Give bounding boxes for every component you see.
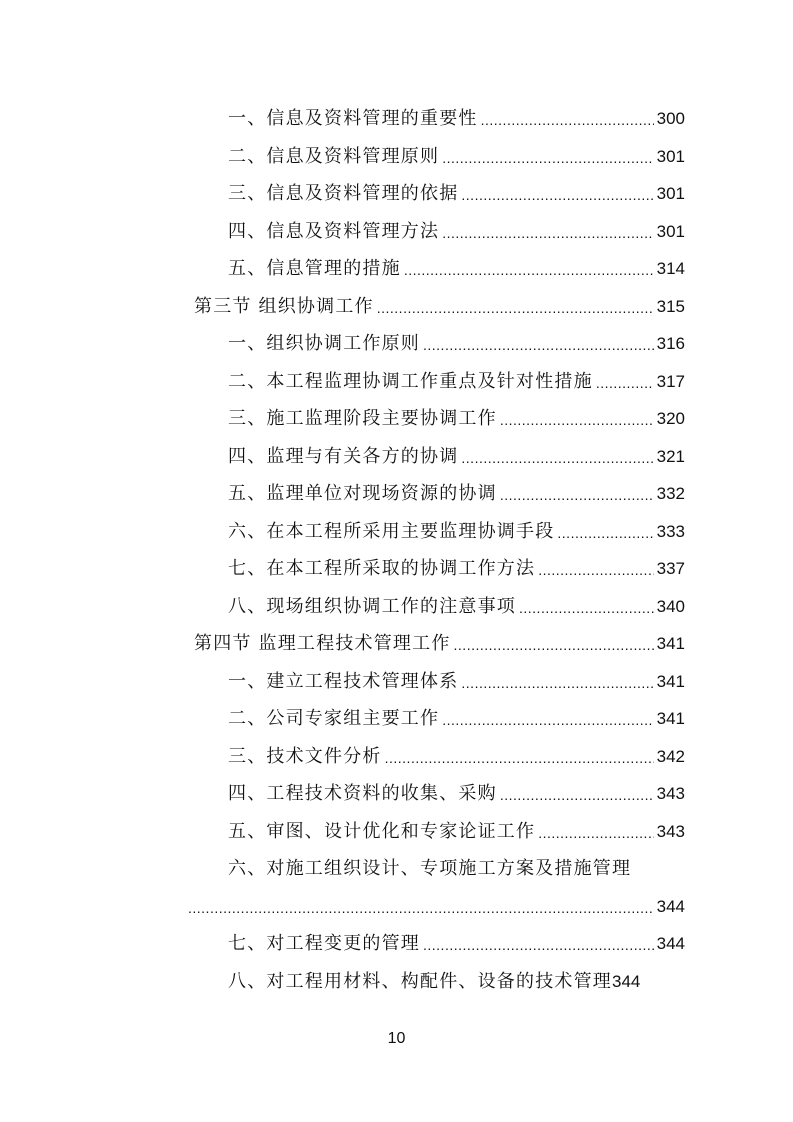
toc-entry-page: 341 (656, 709, 685, 728)
toc-entry-title: 一、建立工程技术管理体系 (228, 670, 459, 692)
toc-entry-title: 七、对工程变更的管理 (228, 933, 420, 954)
toc-entry-page: 301 (656, 221, 685, 241)
toc-leader-dots (519, 590, 654, 628)
toc-leader-dots (557, 515, 653, 553)
toc-entry-title: 二、信息及资料管理原则 (228, 145, 440, 167)
toc-entry-page: 333 (656, 521, 685, 541)
table-of-contents (0, 100, 793, 1000)
toc-entry-page: 315 (656, 296, 685, 316)
toc-entry-title: 二、本工程监理协调工作重点及针对性措施 (228, 370, 593, 392)
toc-entry-page: 343 (656, 821, 685, 841)
toc-entry-title: 三、技术文件分析 (228, 745, 382, 767)
toc-entry-title: 六、对施工组织设计、专项施工方案及措施管理 (228, 858, 632, 879)
toc-entry-page: 337 (656, 559, 685, 578)
toc-entry-title: 三、信息及资料管理的依据 (228, 183, 459, 204)
toc-entry[interactable] (0, 663, 685, 701)
toc-entry-wrapped[interactable] (0, 850, 793, 925)
toc-leader-dots (377, 290, 654, 328)
toc-entry[interactable] (0, 213, 685, 251)
toc-entry[interactable] (0, 438, 685, 476)
toc-leader-dots (385, 740, 654, 778)
toc-entry[interactable] (0, 775, 685, 813)
toc-entry[interactable] (0, 588, 685, 626)
toc-entry[interactable] (0, 400, 685, 438)
toc-leader-dots (188, 890, 654, 928)
toc-entry-title: 四、监理与有关各方的协调 (228, 445, 459, 467)
toc-leader-dots (538, 815, 653, 853)
toc-entry-continuation (0, 888, 685, 926)
toc-entry-page: 317 (656, 371, 685, 391)
toc-section-entry[interactable] (0, 288, 685, 326)
toc-leader-dots (461, 177, 653, 215)
toc-entry-page: 341 (656, 634, 685, 653)
toc-entry-page: 343 (656, 784, 685, 803)
toc-leader-dots (442, 215, 653, 253)
toc-leader-dots (423, 327, 654, 365)
toc-entry-title: 三、施工监理阶段主要协调工作 (228, 408, 497, 429)
toc-entry[interactable] (0, 175, 685, 213)
toc-entry-page: 301 (656, 146, 685, 166)
toc-entry[interactable] (0, 325, 685, 363)
toc-leader-dots (404, 252, 654, 290)
toc-entry[interactable] (0, 475, 685, 513)
toc-leader-dots (442, 140, 653, 178)
toc-section-entry[interactable] (0, 625, 685, 663)
toc-entry-title: 一、信息及资料管理的重要性 (228, 108, 478, 129)
toc-entry[interactable] (0, 550, 685, 588)
toc-entry-page: 301 (656, 184, 685, 203)
toc-entry-page: 321 (656, 446, 685, 466)
toc-entry-page: 342 (656, 746, 685, 766)
page-number: 10 (387, 1030, 406, 1047)
toc-entry[interactable] (0, 138, 685, 176)
toc-entry-page: 316 (656, 334, 685, 353)
toc-entry-page: 340 (656, 596, 685, 616)
toc-entry[interactable] (0, 250, 685, 288)
toc-entry[interactable] (0, 513, 685, 551)
toc-entry-title: 六、在本工程所采用主要监理协调手段 (228, 520, 555, 542)
toc-entry-title: 四、信息及资料管理方法 (228, 220, 440, 242)
toc-entry-title: 二、公司专家组主要工作 (228, 708, 440, 729)
toc-entry-title: 五、信息管理的措施 (228, 258, 401, 279)
toc-leader-dots (461, 440, 653, 478)
toc-entry[interactable] (0, 925, 685, 963)
toc-entry-title: 八、对工程用材料、构配件、设备的技术管理 (228, 970, 612, 992)
toc-leader-dots (442, 702, 653, 740)
toc-entry-page: 300 (656, 109, 685, 128)
toc-entry-title: 五、审图、设计优化和专家论证工作 (228, 820, 536, 842)
toc-entry[interactable] (0, 813, 685, 851)
toc-entry-page: 344 (656, 896, 685, 916)
toc-leader-dots (596, 365, 654, 403)
toc-leader-dots (461, 665, 653, 703)
toc-leader-dots (454, 627, 654, 665)
toc-leader-dots (481, 102, 654, 140)
toc-leader-dots (423, 927, 654, 965)
toc-entry-title: 第三节 组织协调工作 (194, 295, 374, 317)
toc-leader-dots (500, 477, 654, 515)
toc-leader-dots (538, 552, 653, 590)
toc-entry-page: 344 (656, 934, 685, 953)
toc-entry[interactable] (0, 963, 685, 1001)
toc-entry[interactable] (0, 700, 685, 738)
toc-entry-title: 七、在本工程所采取的协调工作方法 (228, 558, 536, 579)
toc-entry-title: 第四节 监理工程技术管理工作 (194, 633, 451, 654)
toc-entry-title: 一、组织协调工作原则 (228, 333, 420, 354)
toc-entry[interactable] (0, 100, 685, 138)
toc-entry[interactable] (0, 738, 685, 776)
toc-entry-page: 332 (656, 484, 685, 503)
toc-entry-page: 320 (656, 409, 685, 428)
toc-entry-title: 五、监理单位对现场资源的协调 (228, 483, 497, 504)
toc-entry-title: 四、工程技术资料的收集、采购 (228, 783, 497, 804)
toc-leader-dots (500, 777, 654, 815)
toc-entry-page: 314 (656, 259, 685, 278)
toc-entry-page: 344 (612, 971, 641, 991)
toc-entry-title: 八、现场组织协调工作的注意事项 (228, 595, 516, 617)
toc-leader-dots (500, 402, 654, 440)
toc-entry-page: 341 (656, 671, 685, 691)
toc-entry[interactable] (0, 363, 685, 401)
